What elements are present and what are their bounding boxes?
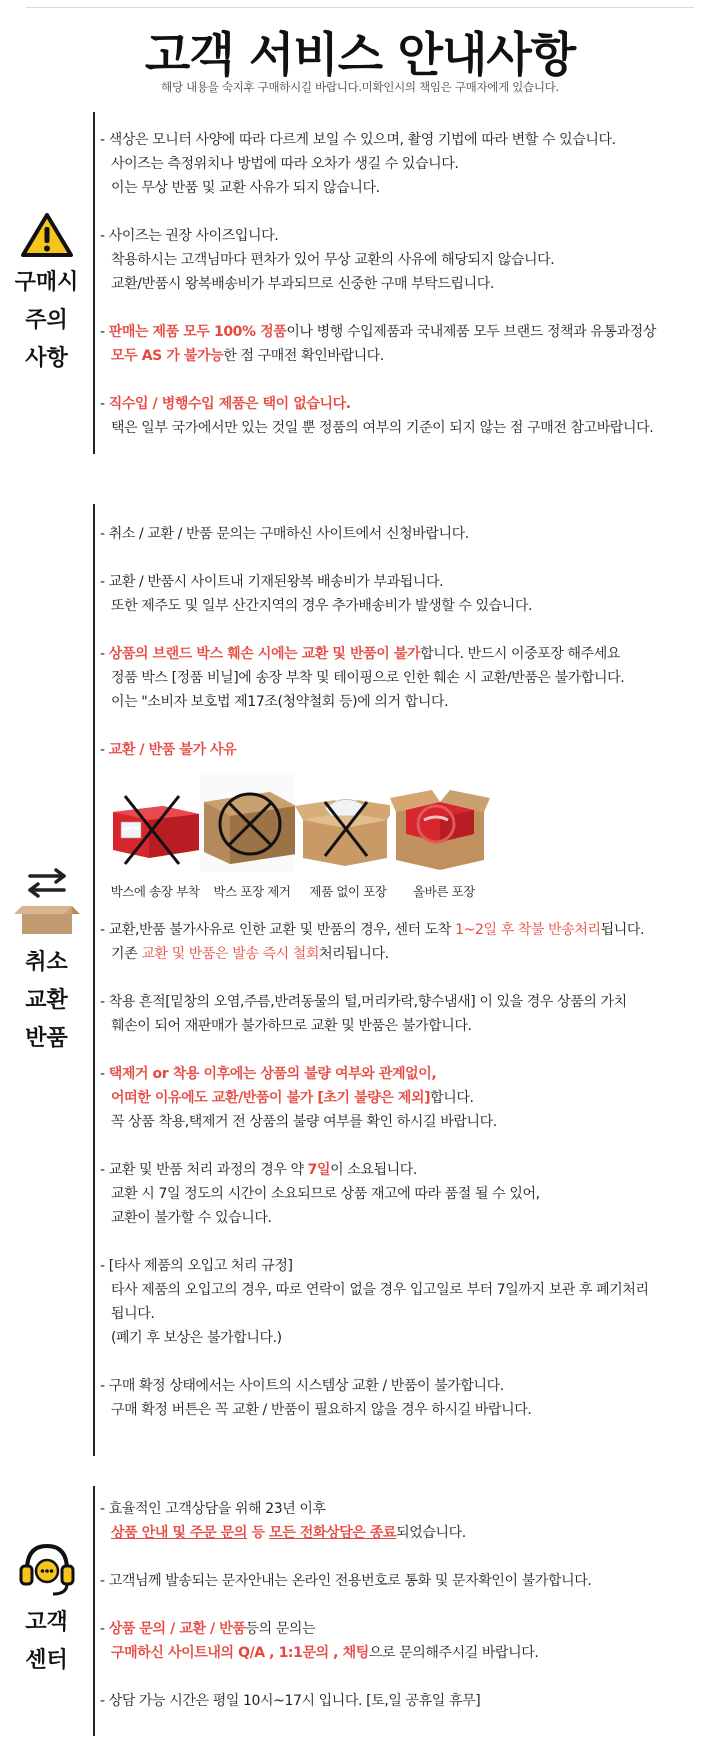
box-correct-packaging-icon: [390, 772, 490, 872]
packaging-examples: [100, 772, 712, 910]
caption-box-correct-packaging: 올바른 포장: [413, 884, 475, 899]
page-subtitle: 해당 내용을 숙지후 구매하시길 바랍니다.미확인시의 책임은 구매자에게 있습니다.: [161, 80, 559, 94]
caution-body: [100, 128, 712, 464]
center-block-3: - 상품 문의 / 교환 / 반품등의 문의는 구매하신 사이트내의 Q/A , 1:1문의 , 채팅으로 문의해주시길 바랍니다.: [100, 1621, 539, 1661]
caution-label-2: 주의: [25, 308, 68, 333]
center-side: [0, 1540, 93, 1680]
returns-block-8: - 교환 및 반품 처리 과정의 경우 약 7일이 소요됩니다. 교환 시 7일 정도의 시간이 소요되므로 상품 재고에 따라 품절 될 수 있어, 교환이 불가할 수 있습니다.: [100, 1162, 540, 1226]
returns-label-3: 반품: [25, 1026, 68, 1051]
returns-block-7: - 택제거 or 착용 이후에는 상품의 불량 여부와 관계없이, 어떠한 이유에도 교환/반품이 불가 [초기 불량은 제외]합니다. 꼭 상품 착용,택제거 전 상품의 불량 여부를 확인 하시길 바랍니다.: [100, 1066, 497, 1130]
caution-block-2: - 사이즈는 권장 사이즈입니다. 착용하시는 고객님마다 편차가 있어 무상 교환의 사유에 해당되지 않습니다. 교환/반품시 왕복배송비가 부과되므로 신중한 구매 부탁드립니다.: [100, 228, 555, 292]
caption-box-no-packaging: 박스 포장 제거: [213, 884, 291, 899]
top-divider: [26, 7, 694, 8]
center-label-1: 고객: [25, 1610, 68, 1635]
returns-block-10: - 구매 확정 상태에서는 사이트의 시스템상 교환 / 반품이 불가합니다. 구매 확정 버튼은 꼭 교환 / 반품이 필요하지 않을 경우 하시길 바랍니다.: [100, 1378, 532, 1418]
box-with-label-icon: [105, 772, 205, 872]
caution-block-4: - 직수입 / 병행수입 제품은 택이 없습니다. 택은 일부 국가에서만 있는 것일 뿐 정품의 여부의 기준이 되지 않는 점 구매전 참고바랍니다.: [100, 396, 654, 436]
returns-vertical-line: [93, 504, 95, 1456]
returns-block-6: - 착용 흔적[밑창의 오염,주름,반려동물의 털,머리카락,향수냄새] 이 있을 경우 상품의 가치 훼손이 되어 재판매가 불가하므로 교환 및 반품은 불가합니다.: [100, 994, 627, 1034]
headset-chat-icon: [17, 1540, 77, 1598]
returns-block-3: - 상품의 브랜드 박스 훼손 시에는 교환 및 반품이 불가합니다. 반드시 이중포장 해주세요 정품 박스 [정품 비닐]에 송장 부착 및 테이핑으로 인한 훼손 시 교환/반품은 불가합니다. 이는 "소비자 보호법 제17조(청약철회 등)에 의거 합니다.: [100, 646, 625, 710]
caution-vertical-line: [93, 112, 95, 454]
returns-block-9: - [타사 제품의 오입고 처리 규정] 타사 제품의 오입고의 경우, 따로 연락이 없을 경우 입고일로 부터 7일까지 보관 후 폐기처리 됩니다. (폐기 후 보상은 불가합니다.): [100, 1258, 649, 1346]
center-label-2: 센터: [25, 1648, 68, 1673]
returns-block-5: - 교환,반품 불가사유로 인한 교환 및 반품의 경우, 센터 도착 1~2일 후 착불 반송처리됩니다. 기존 교환 및 반품은 발송 즉시 철회처리됩니다.: [100, 922, 645, 962]
center-body: [100, 1497, 712, 1737]
returns-side: [0, 868, 93, 1058]
box-without-product-icon: [295, 772, 395, 872]
caution-label-1: 구매시: [14, 270, 79, 295]
returns-block-2: - 교환 / 반품시 사이트내 기재된왕복 배송비가 부과됩니다. 또한 제주도 및 일부 산간지역의 경우 추가배송비가 발생할 수 있습니다.: [100, 574, 533, 614]
returns-label-2: 교환: [25, 988, 68, 1013]
warning-icon: [21, 212, 73, 258]
caption-box-with-label: 박스에 송장 부착: [110, 884, 200, 899]
center-block-2: - 고객님께 발송되는 문자안내는 온라인 전용번호로 통화 및 문자확인이 불가합니다.: [100, 1573, 592, 1589]
box-no-packaging-icon: [200, 772, 300, 872]
center-block-4: - 상담 가능 시간은 평일 10시~17시 입니다. [토,일 공휴일 휴무]: [100, 1693, 481, 1709]
caution-block-3: - 판매는 제품 모두 100% 정품이나 병행 수입제품과 국내제품 모두 브랜드 정책과 유통과정상 모두 AS 가 불가능한 점 구매전 확인바랍니다.: [100, 324, 656, 364]
caution-side: [0, 212, 93, 378]
center-block-1: - 효율적인 고객상담을 위해 23년 이후 상품 안내 및 주문 문의 등 모든 전화상담은 종료되었습니다.: [100, 1501, 466, 1541]
caption-box-without-product: 제품 없이 포장: [309, 884, 387, 899]
caution-block-1: - 색상은 모니터 사양에 따라 다르게 보일 수 있으며, 촬영 기법에 따라 변할 수 있습니다. 사이즈는 측정위치나 방법에 따라 오차가 생길 수 있습니다. 이는 무상 반품 및 교환 사유가 되지 않습니다.: [100, 132, 616, 196]
center-vertical-line: [93, 1486, 95, 1736]
caution-label-3: 사항: [25, 346, 68, 371]
page-title: 고객 서비스 안내사항: [144, 28, 576, 83]
returns-block-1: - 취소 / 교환 / 반품 문의는 구매하신 사이트에서 신청바랍니다.: [100, 526, 469, 542]
returns-body: [100, 522, 712, 1446]
returns-block-4: - 교환 / 반품 불가 사유: [100, 742, 237, 758]
box-exchange-icon: [12, 868, 82, 936]
returns-label-1: 취소: [25, 950, 68, 975]
